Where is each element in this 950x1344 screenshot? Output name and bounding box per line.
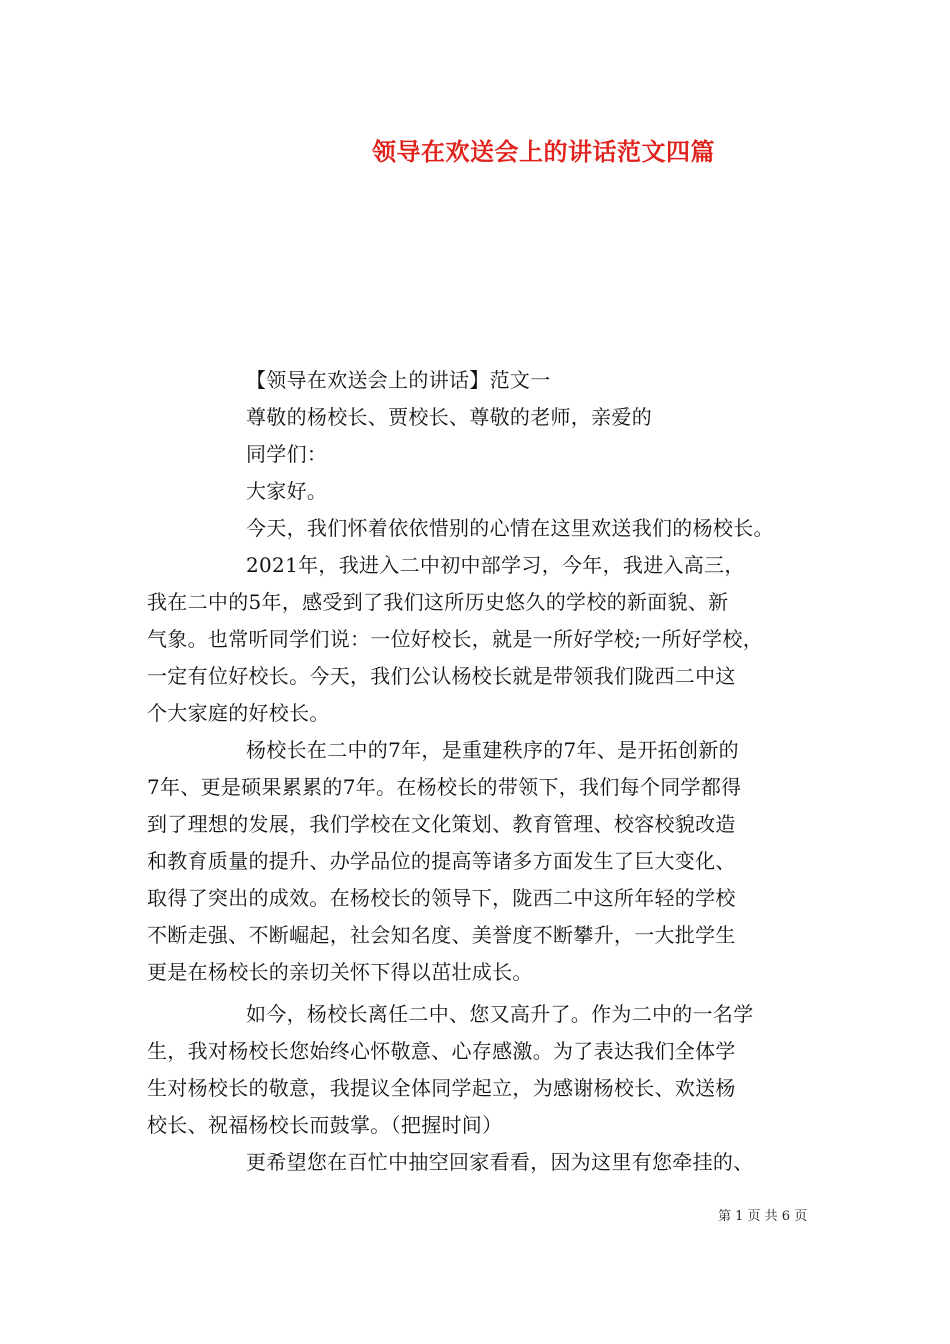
page-number: 第 1 页 共 6 页 — [718, 1209, 808, 1224]
salutation-line: 尊敬的杨校长、贾校长、尊敬的老师，亲爱的 — [246, 405, 652, 429]
paragraph-line: 生对杨校长的敬意，我提议全体同学起立，为感谢杨校长、欢送杨 — [147, 1076, 736, 1100]
paragraph-line: 校长、祝福杨校长而鼓掌。（把握时间） — [147, 1113, 503, 1137]
paragraph-line: 和教育质量的提升、办学品位的提高等诸多方面发生了巨大变化、 — [147, 849, 736, 873]
paragraph-line: 2021年，我进入二中初中部学习，今年，我进入高三， — [246, 553, 745, 577]
paragraph-line: 个大家庭的好校长。 — [147, 701, 330, 725]
paragraph-line: 更希望您在百忙中抽空回家看看，因为这里有您牵挂的、 — [246, 1150, 754, 1174]
paragraph-line: 7年、更是硕果累累的7年。在杨校长的带领下，我们每个同学都得 — [147, 775, 742, 799]
paragraph-line: 不断走强、不断崛起，社会知名度、美誉度不断攀升，一大批学生 — [147, 923, 736, 947]
section-heading: 【领导在欢送会上的讲话】范文一 — [246, 368, 551, 392]
paragraph-line: 气象。也常听同学们说：一位好校长，就是一所好学校;一所好学校， — [147, 627, 764, 651]
paragraph-line: 一定有位好校长。今天，我们公认杨校长就是带领我们陇西二中这 — [147, 664, 736, 688]
greeting-line: 大家好。 — [246, 479, 328, 503]
paragraph-line: 杨校长在二中的7年，是重建秩序的7年、是开拓创新的 — [246, 738, 739, 762]
paragraph-line: 更是在杨校长的亲切关怀下得以茁壮成长。 — [147, 960, 533, 984]
paragraph-line: 如今，杨校长离任二中、您又高升了。作为二中的一名学 — [246, 1002, 754, 1026]
paragraph-line: 我在二中的5年，感受到了我们这所历史悠久的学校的新面貌、新 — [147, 590, 729, 614]
paragraph-line: 取得了突出的成效。在杨校长的领导下，陇西二中这所年轻的学校 — [147, 886, 736, 910]
paragraph-line: 生，我对杨校长您始终心怀敬意、心存感激。为了表达我们全体学 — [147, 1039, 736, 1063]
document-title: 领导在欢送会上的讲话范文四篇 — [372, 137, 715, 166]
paragraph-line: 到了理想的发展，我们学校在文化策划、教育管理、校容校貌改造 — [147, 812, 736, 836]
salutation-line: 同学们： — [246, 442, 328, 466]
paragraph-line: 今天，我们怀着依依惜别的心情在这里欢送我们的杨校长。 — [246, 516, 774, 540]
